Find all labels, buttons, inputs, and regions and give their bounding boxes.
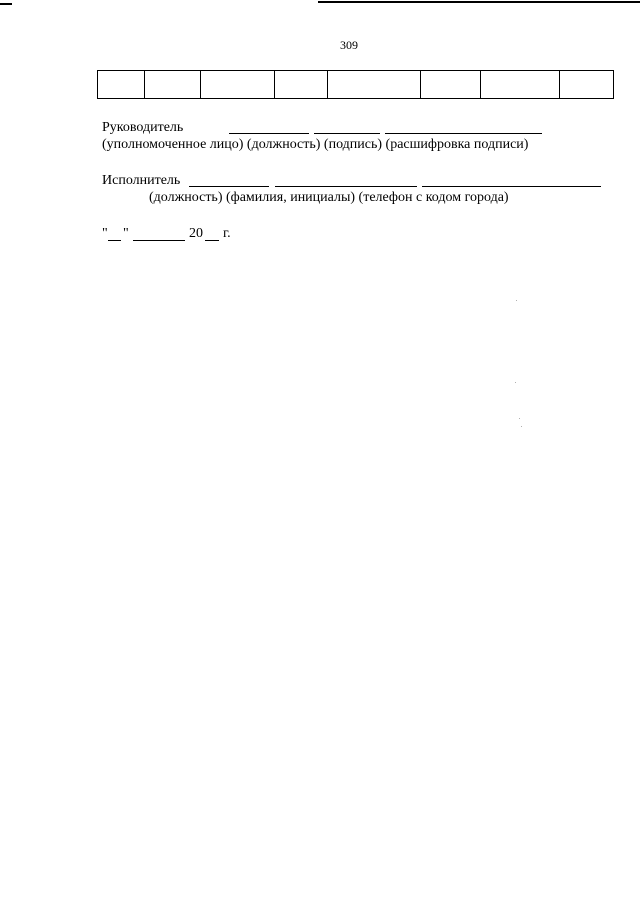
executor-position-blank <box>189 186 269 187</box>
table-row <box>98 71 614 99</box>
head-position-blank <box>229 133 309 134</box>
executor-phone-blank <box>422 186 601 187</box>
executor-name-blank <box>275 186 417 187</box>
head-label: Руководитель <box>102 120 184 135</box>
table-cell <box>98 71 145 99</box>
table-cell <box>145 71 201 99</box>
scan-speck <box>519 418 520 419</box>
head-decoding-blank <box>385 133 542 134</box>
date-year-suffix: г. <box>223 226 231 241</box>
scan-speck <box>515 382 516 383</box>
scan-speck <box>521 426 522 427</box>
date-year-blank <box>205 240 219 241</box>
table-cell <box>275 71 328 99</box>
executor-caption: (должность) (фамилия, инициалы) (телефон с кодом города) <box>149 190 509 205</box>
empty-table <box>97 70 614 99</box>
table-cell <box>328 71 421 99</box>
scan-speck <box>516 300 517 301</box>
table-cell <box>421 71 481 99</box>
date-day-blank <box>108 240 121 241</box>
executor-label: Исполнитель <box>102 173 181 188</box>
date-month-blank <box>133 240 185 241</box>
date-quote-open: " <box>102 226 108 241</box>
scan-edge-line <box>318 1 640 3</box>
head-signature-blank <box>314 133 380 134</box>
table-cell <box>201 71 275 99</box>
date-quote-close: " <box>123 226 129 241</box>
date-year-prefix: 20 <box>189 226 203 241</box>
head-caption: (уполномоченное лицо) (должность) (подпись) (расшифровка подписи) <box>102 137 529 152</box>
scan-edge-mark <box>0 3 12 5</box>
table-cell <box>481 71 560 99</box>
table-cell <box>560 71 614 99</box>
page-number: 309 <box>340 38 358 52</box>
